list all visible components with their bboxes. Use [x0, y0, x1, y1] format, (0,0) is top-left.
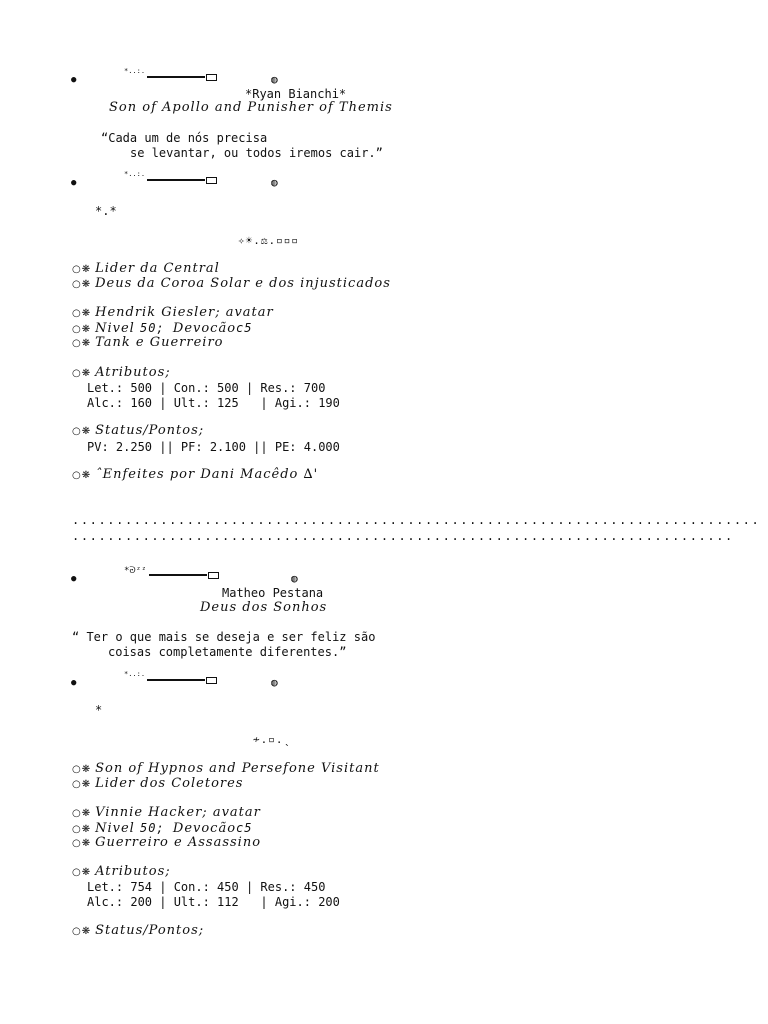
profile1-quote-line2: se levantar, ou todos iremos cair.”: [130, 146, 383, 160]
profile1-title: Son of Apollo and Punisher of Themis: [109, 100, 393, 115]
sleeping-face-icon: *ᘒᶻᶻ: [124, 566, 147, 576]
profile2-status-label: ○❋ Status/Pontos;: [72, 923, 205, 938]
decorative-bar: [124, 170, 217, 184]
profile2-level: ○❋ Nivel 50; Devocãoc5: [72, 821, 253, 836]
profile1-status-line: PV: 2.250 || PF: 2.100 || PE: 4.000: [87, 440, 340, 454]
profile1-avatar: ○❋ Hendrik Giesler; avatar: [72, 305, 274, 320]
flower-icon: ○❋: [72, 264, 92, 275]
flower-icon: ○❋: [72, 308, 92, 319]
profile2-role2: ○❋ Lider dos Coletores: [72, 776, 244, 791]
rectangle-icon: [206, 74, 217, 81]
profile2-avatar: ○❋ Vinnie Hacker; avatar: [72, 805, 261, 820]
sparkle-icon: *..:.: [124, 170, 146, 178]
flower-icon: ○❋: [72, 838, 92, 849]
decorative-bar: [124, 566, 219, 580]
profile2-role1: ○❋ Son of Hypnos and Persefone Visitant: [72, 761, 380, 776]
profile2-symbols: ≁.▫.ˎ: [253, 733, 292, 746]
flower-icon: ○❋: [72, 338, 92, 349]
decorative-bar: [124, 670, 217, 684]
line-icon: [147, 679, 205, 681]
profile2-quote-line2: coisas completamente diferentes.”: [108, 645, 347, 659]
sparkle-icon: *..:.: [124, 67, 146, 75]
profile2-name: Matheo Pestana: [222, 586, 324, 600]
profile1-asterisks: *.*: [95, 204, 117, 218]
bullet-icon: ●: [71, 574, 77, 584]
profile2-attributes-line1: Let.: 754 | Con.: 450 | Res.: 450: [87, 880, 326, 894]
sparkle-icon: *..:.: [124, 670, 146, 678]
flower-icon: ○❋: [72, 926, 92, 937]
flower-icon: ○❋: [72, 779, 92, 790]
rectangle-icon: [206, 677, 217, 684]
profile2-attributes-label: ○❋ Atributos;: [72, 864, 171, 879]
rectangle-icon: [208, 572, 219, 579]
rectangle-icon: [206, 177, 217, 184]
profile1-class: ○❋ Tank e Guerreiro: [72, 335, 224, 350]
flower-icon: ○❋: [72, 324, 92, 335]
bullet-icon: ●: [71, 75, 77, 85]
profile2-class: ○❋ Guerreiro e Assassino: [72, 835, 262, 850]
profile2-quote-line1: “ Ter o que mais se deseja e ser feliz são: [72, 630, 376, 644]
flower-icon: ○❋: [72, 764, 92, 775]
dotted-divider: ..............................................................................: [72, 513, 761, 527]
flower-icon: ○❋: [72, 824, 92, 835]
profile1-attributes-line1: Let.: 500 | Con.: 500 | Res.: 700: [87, 381, 326, 395]
profile1-role2: ○❋ Deus da Coroa Solar e dos injusticados: [72, 276, 391, 291]
line-icon: [147, 179, 205, 181]
profile1-symbols: ✧☀︎.⚖.▫▫▫: [238, 234, 299, 247]
bullet-icon: ●: [71, 678, 77, 688]
flower-icon: ○❋: [72, 279, 92, 290]
line-icon: [147, 76, 205, 78]
profile1-credits: ○❋ ˆEnfeites por Dani Macêdo ∆': [72, 467, 319, 482]
profile1-level: ○❋ Nivel 50; Devocãoc5: [72, 321, 253, 336]
profile2-title: Deus dos Sonhos: [200, 600, 328, 615]
flower-icon: ○❋: [72, 808, 92, 819]
profile2-asterisks: *: [95, 703, 103, 717]
globe-icon: ◍: [271, 676, 278, 689]
profile1-role1: ○❋ Lider da Central: [72, 261, 220, 276]
profile1-attributes-line2: Alc.: 160 | Ult.: 125 | Agi.: 190: [87, 396, 340, 410]
profile2-attributes-line2: Alc.: 200 | Ult.: 112 | Agi.: 200: [87, 895, 340, 909]
line-icon: [149, 574, 207, 576]
flower-icon: ○❋: [72, 426, 92, 437]
profile1-status-label: ○❋ Status/Pontos;: [72, 423, 205, 438]
bullet-icon: ●: [71, 178, 77, 188]
globe-icon: ◍: [271, 176, 278, 189]
profile1-name: *Ryan Bianchi*: [245, 87, 347, 101]
globe-icon: ◍: [271, 73, 278, 86]
globe-icon: ◍: [291, 572, 298, 585]
profile1-attributes-label: ○❋ Atributos;: [72, 365, 171, 380]
flower-icon: ○❋: [72, 368, 92, 379]
flower-icon: ○❋: [72, 867, 92, 878]
flower-icon: ○❋: [72, 470, 92, 481]
profile1-quote-line1: “Cada um de nós precisa: [101, 131, 268, 145]
dotted-divider: ...........................................................................: [72, 529, 734, 543]
decorative-bar: [124, 67, 217, 81]
